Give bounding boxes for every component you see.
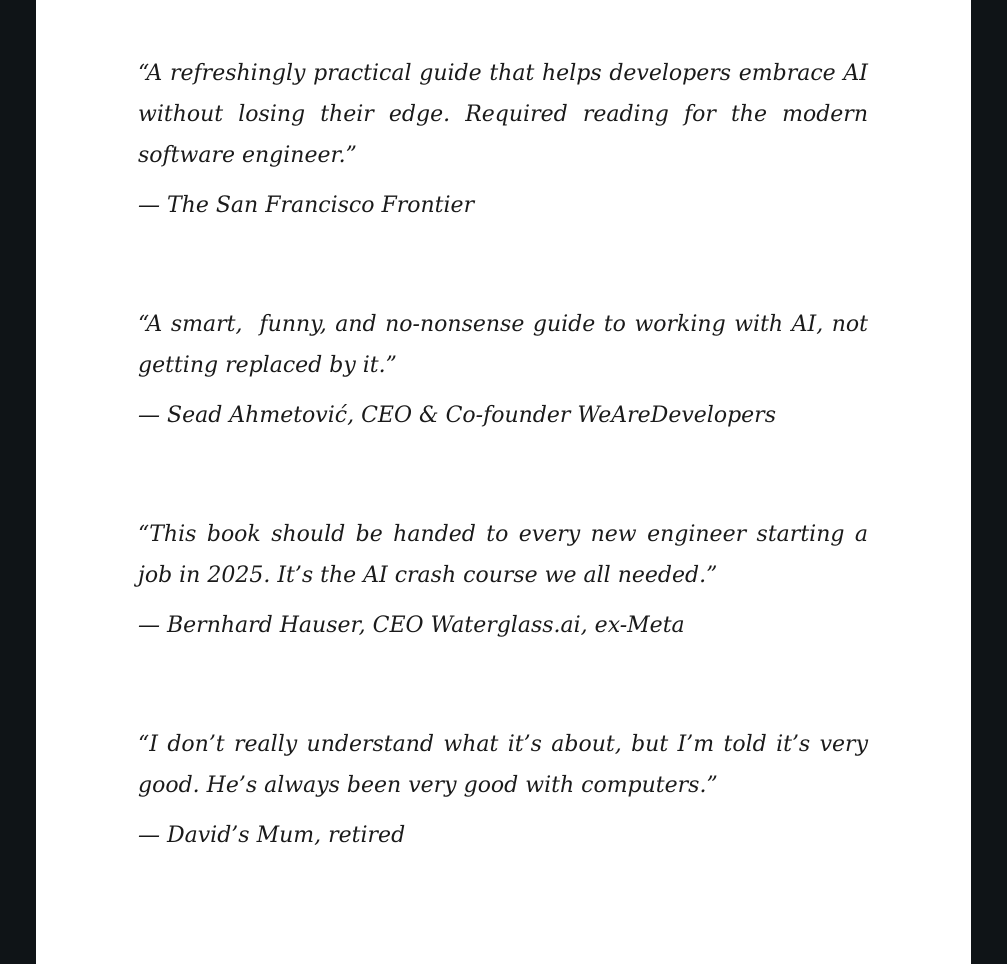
blurb-spacer: [138, 432, 868, 514]
praise-section: [138, 53, 875, 852]
blurb-quote: “This book should be handed to every new engineer starting a job in 2025. It’s the AI crash course we all needed.”: [138, 522, 868, 588]
blurb-quote: “I don’t really understand what it’s about, but I’m told it’s very good. He’s always been very good with computers.”: [138, 732, 868, 798]
blurb-spacer: [138, 222, 868, 304]
blurb-4: [138, 724, 868, 852]
blurb-attribution: — Sead Ahmetović, CEO & Co-founder WeAreDevelopers: [138, 403, 776, 428]
blurb-quote: “A refreshingly practical guide that helps developers embrace AI without losing their edge. Required reading for the modern software engineer.”: [138, 61, 868, 168]
blurb-spacer: [138, 642, 868, 724]
blurb-attribution: — David’s Mum, retired: [138, 823, 406, 848]
blurb-quote: “A smart, funny, and no-nonsense guide to working with AI, not getting replaced by it.”: [138, 312, 875, 378]
document-page: [36, 0, 971, 964]
blurb-attribution: — Bernhard Hauser, CEO Waterglass.ai, ex-Meta: [138, 613, 685, 638]
blurb-3: [138, 514, 868, 642]
blurb-1: [138, 53, 868, 222]
blurb-2: [138, 304, 875, 432]
blurb-attribution: — The San Francisco Frontier: [138, 193, 475, 218]
